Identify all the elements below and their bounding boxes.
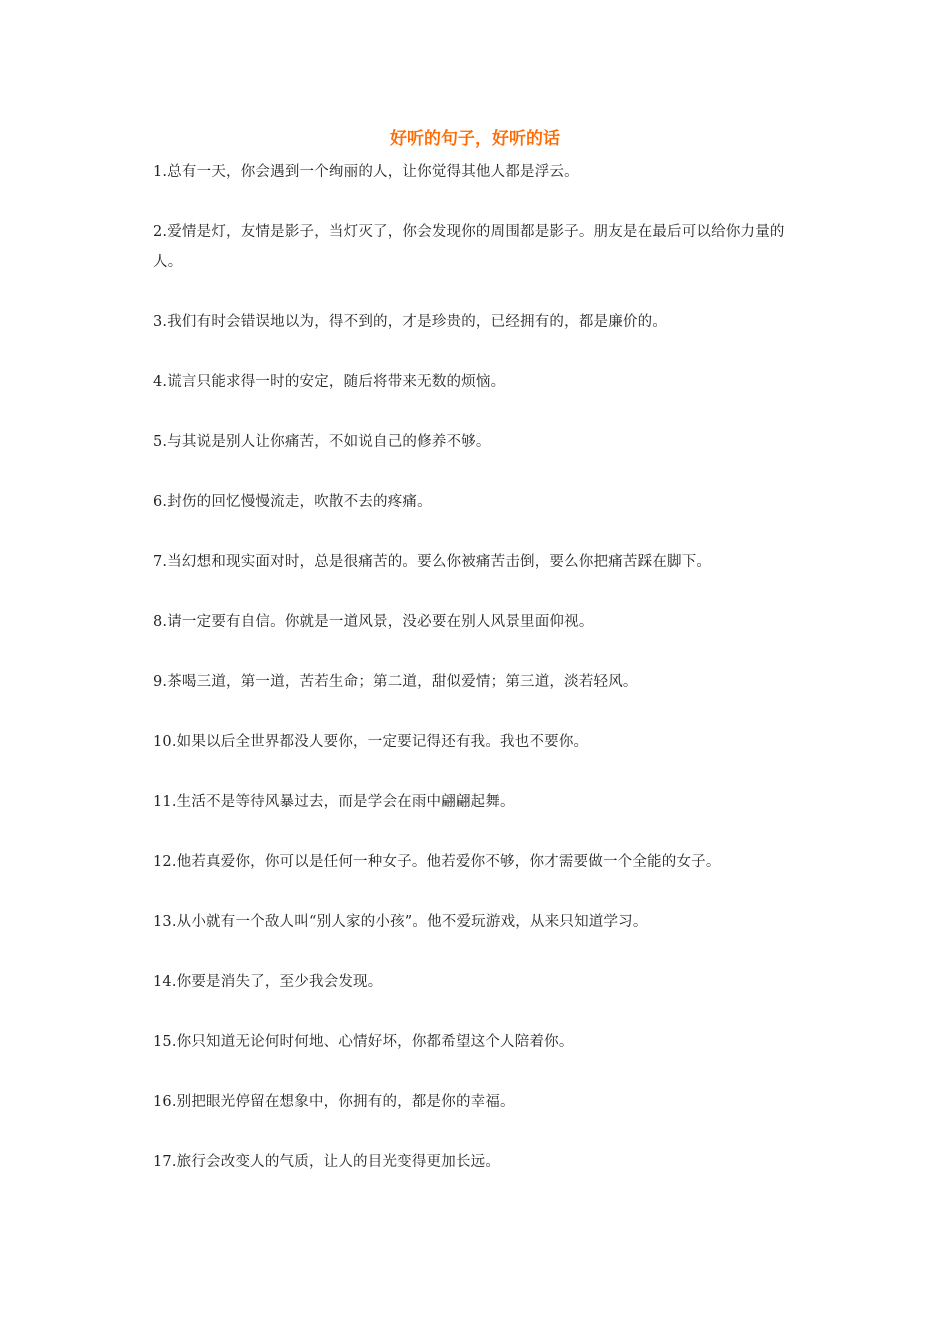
sentence-item: 9.茶喝三道，第一道，苦若生命；第二道，甜似爱情；第三道，淡若轻风。 — [153, 674, 638, 690]
sentence-item: 10.如果以后全世界都没人要你，一定要记得还有我。我也不要你。 — [153, 734, 589, 750]
sentence-item: 1.总有一天，你会遇到一个绚丽的人，让你觉得其他人都是浮云。 — [153, 164, 579, 180]
sentence-item: 2.爱情是灯，友情是影子，当灯灭了，你会发现你的周围都是影子。朋友是在最后可以给你力量的人。 — [153, 224, 785, 270]
sentence-item: 15.你只知道无论何时何地、心情好坏，你都希望这个人陪着你。 — [153, 1034, 574, 1050]
sentence-item: 8.请一定要有自信。你就是一道风景，没必要在别人风景里面仰视。 — [153, 614, 594, 630]
sentence-item: 3.我们有时会错误地以为，得不到的，才是珍贵的，已经拥有的，都是廉价的。 — [153, 314, 668, 330]
sentence-item: 4.谎言只能求得一时的安定，随后将带来无数的烦恼。 — [153, 374, 506, 390]
document-title: 好听的句子，好听的话 — [390, 129, 560, 149]
sentence-item: 17.旅行会改变人的气质，让人的目光变得更加长远。 — [153, 1154, 501, 1170]
sentence-item: 11.生活不是等待风暴过去，而是学会在雨中翩翩起舞。 — [153, 794, 515, 810]
sentence-item: 13.从小就有一个敌人叫“别人家的小孩”。他不爱玩游戏，从来只知道学习。 — [153, 914, 648, 930]
sentence-item: 7.当幻想和现实面对时，总是很痛苦的。要么你被痛苦击倒，要么你把痛苦踩在脚下。 — [153, 554, 712, 570]
sentence-list — [153, 157, 803, 1207]
sentence-item: 5.与其说是别人让你痛苦，不如说自己的修养不够。 — [153, 434, 491, 450]
sentence-item: 6.封伤的回忆慢慢流走，吹散不去的疼痛。 — [153, 494, 432, 510]
sentence-item: 12.他若真爱你，你可以是任何一种女子。他若爱你不够，你才需要做一个全能的女子。 — [153, 854, 721, 870]
sentence-item: 16.别把眼光停留在想象中，你拥有的，都是你的幸福。 — [153, 1094, 515, 1110]
sentence-item: 14.你要是消失了，至少我会发现。 — [153, 974, 383, 990]
